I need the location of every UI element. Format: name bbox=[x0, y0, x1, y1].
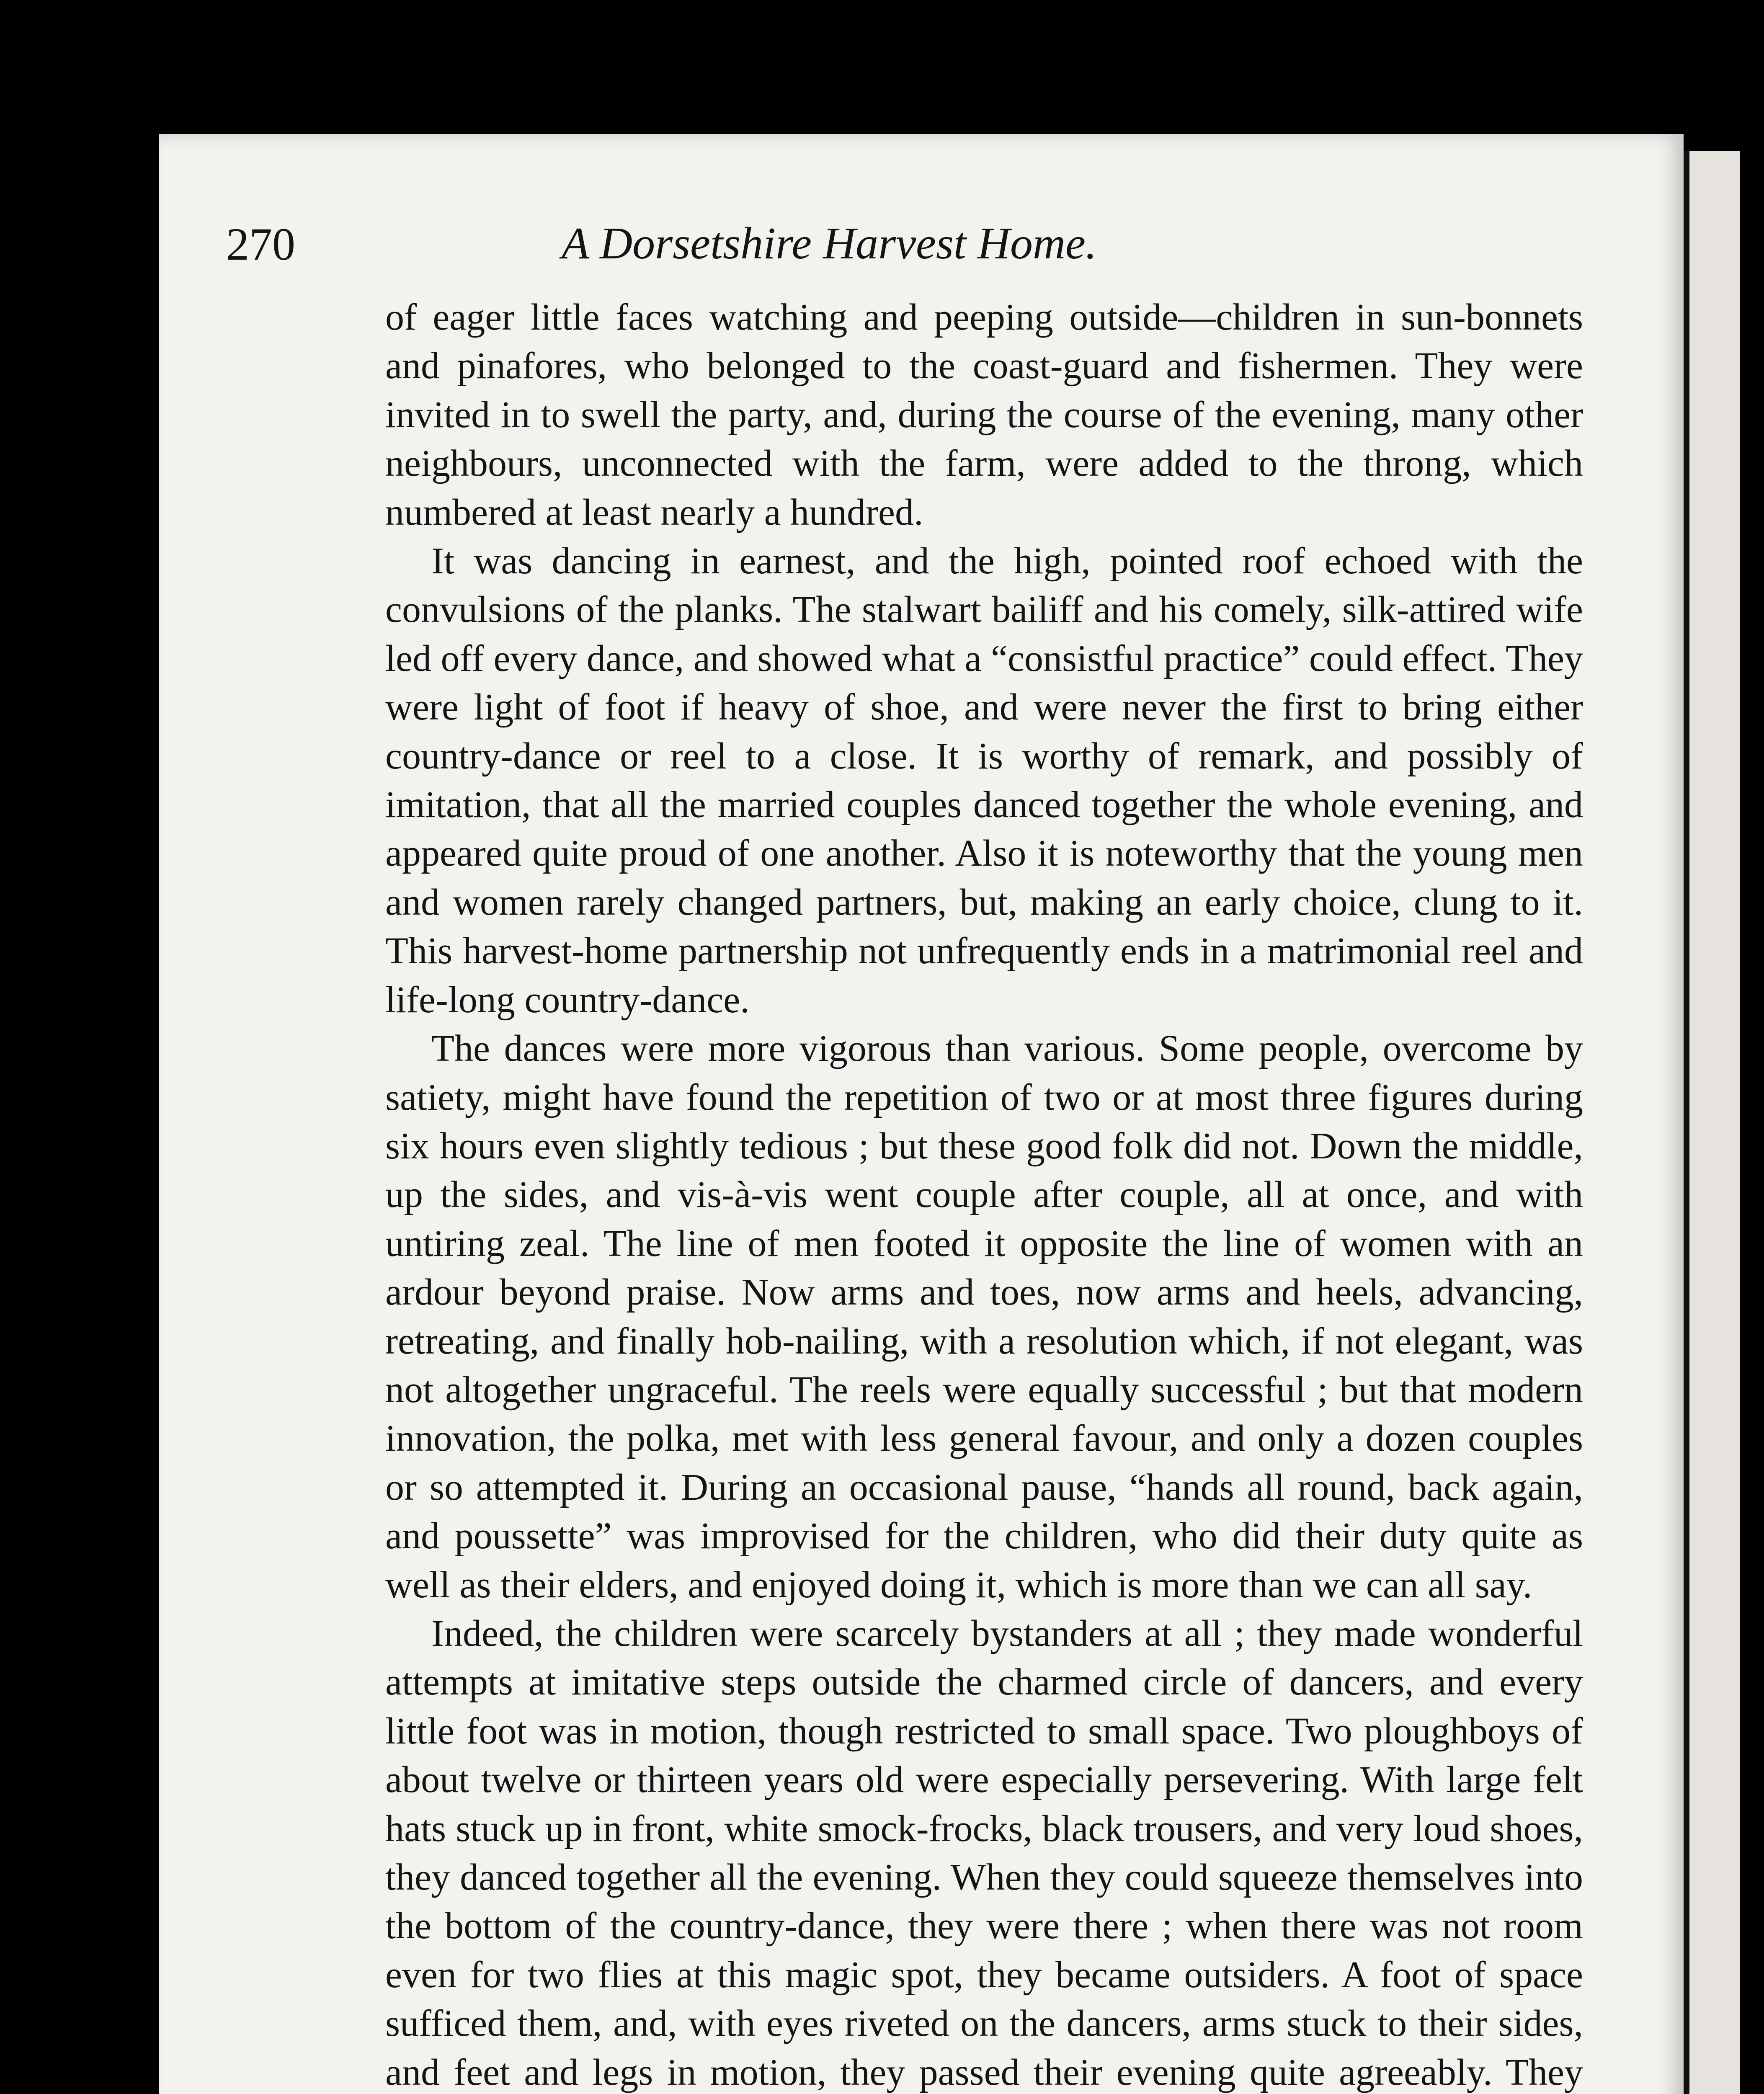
running-title: A Dorsetshire Harvest Home. bbox=[562, 219, 1097, 268]
paragraph: It was dancing in earnest, and the high, pointed roof echoed with the convulsions of the planks. The stalwart bailiff and his comely, silk-attired wife led off every dance, and showed what a “consistful practice” could effect. They were light of foot if heavy of shoe, and were never the first to bring either country-dance or reel to a close. It is worthy of remark, and possibly of imitation, that all the married couples danced together the whole evening, and appeared quite proud of one another. Also it is noteworthy that the young men and women rarely changed partners, but, making an early choice, clung to it. This harvest-home partnership not unfrequently ends in a matrimonial reel and life-long country-dance. bbox=[385, 540, 1583, 1021]
page-edge bbox=[1684, 151, 1740, 2094]
paragraph: of eager little faces watching and peeping outside—children in sun-bonnets and pinafores, who belonged to the coast-guard and fishermen. They were invited in to swell the party, and, during the course of the evening, many other neighbours, unconnected with the farm, were added to the throng, which numbered at least nearly a hundred. bbox=[385, 297, 1583, 533]
paragraph: The dances were more vigorous than various. Some people, overcome by satiety, might have found the repetition of two or at most three figures during six hours even slightly tedious ; but these good folk did not. Down the middle, up the sides, and vis-à-vis went couple after couple, all at once, and with untiring zeal. The line of men footed it opposite the line of women with an ardour beyond praise. Now arms and toes, now arms and heels, advancing, retreating, and finally hob-nailing, with a resolution which, if not elegant, was not altogether ungraceful. The reels were equally successful ; but that modern innovation, the polka, met with less general favour, and only a dozen couples or so attempted it. During an occasional pause, “hands all round, back again, and poussette” was improvised for the children, who did their duty quite as well as their elders, and enjoyed doing it, which is more than we can all say. bbox=[385, 1028, 1583, 1606]
paragraph: Indeed, the children were scarcely bystanders at all ; they made wonderful attempts at imitative steps outside the charmed circle of dancers, and every little foot was in motion, though restricted to small space. Two ploughboys of about twelve or thirteen years old were especially persevering. With large felt hats stuck up in front, white smock-frocks, black trousers, and very loud shoes, they danced together all the evening. When they could squeeze themselves into the bottom of the country-dance, they were there ; when there was not room even for two flies at this magic spot, they became outsiders. A foot of space sufficed them, and, with eyes riveted on the dancers, arms stuck to their sides, and feet and legs in motion, they passed their evening quite agreeably. They bbox=[385, 1612, 1583, 2093]
body-text bbox=[385, 293, 1583, 2094]
page-header bbox=[226, 218, 1432, 281]
page-number: 270 bbox=[226, 219, 295, 270]
